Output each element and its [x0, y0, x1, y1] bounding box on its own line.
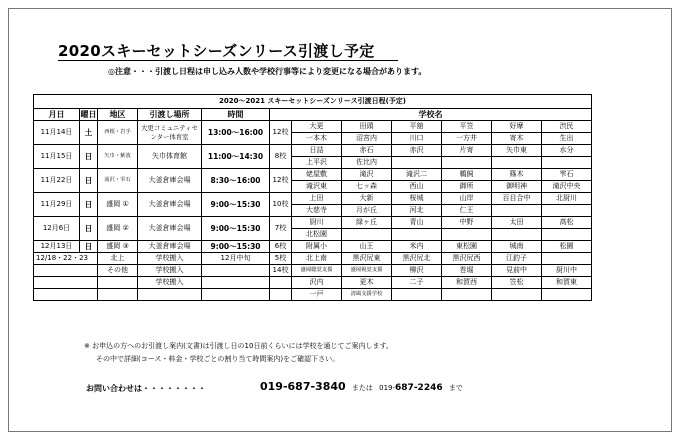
school-cell: [442, 229, 492, 241]
date-cell: [34, 289, 98, 301]
header-weekday: 曜日: [80, 110, 97, 119]
place-cell: 学校搬入: [138, 253, 202, 265]
place-cell: 大更コミュニティセンター体育室: [138, 121, 202, 145]
date-cell: [34, 277, 98, 289]
school-cell: 渋民: [542, 121, 592, 133]
time-cell: 12月中旬: [202, 253, 270, 265]
school-cell: 一本木: [292, 133, 342, 145]
table-row: [34, 253, 592, 265]
school-cell: 城南: [492, 241, 542, 253]
school-cell: 仁王: [442, 205, 492, 217]
school-cell: [392, 289, 442, 301]
weekday-cell: 日: [80, 193, 98, 217]
school-cell: [392, 229, 442, 241]
school-cell: 日詰: [292, 145, 342, 157]
header-place: 引渡し場所: [138, 109, 202, 121]
school-cell: [492, 289, 542, 301]
time-cell: 9:00～15:30: [202, 193, 270, 217]
table-row: [34, 145, 592, 157]
school-cell: 平舘: [392, 121, 442, 133]
school-cell: 赤石: [342, 145, 392, 157]
school-cell: 二子: [392, 277, 442, 289]
table-row: [34, 289, 592, 301]
page-title: 2020スキーセットシーズンリース引渡し予定: [58, 42, 375, 60]
school-cell: 桜城: [392, 193, 442, 205]
weekday-cell: 日: [80, 169, 98, 193]
school-cell: [542, 205, 592, 217]
school-cell: 盛岡視覚支援: [342, 265, 392, 277]
time-cell: 8:30～16:00: [202, 169, 270, 193]
count-cell: 8校: [270, 145, 292, 169]
area-cell: 北上: [98, 253, 138, 265]
schedule-notice: ◎注意・・・引渡し日程は申し込み人数や学校行事等により変更になる場合があります。: [108, 67, 427, 76]
schedule-table: [33, 94, 592, 301]
school-cell: 大慈寺: [292, 205, 342, 217]
school-cell: 西山: [392, 181, 442, 193]
contact-label: お問い合わせは・・・・・・・・: [86, 384, 206, 393]
school-cell: 江釣子: [492, 253, 542, 265]
title-underline: [58, 60, 398, 61]
area-cell: 滝沢・雫石: [98, 169, 138, 193]
count-cell: 12校: [270, 169, 292, 193]
school-cell: 北松園: [292, 229, 342, 241]
date-cell: [34, 265, 98, 277]
count-cell: 6校: [270, 241, 292, 253]
phone-2-prefix: 019-: [379, 384, 396, 392]
count-cell: [270, 277, 292, 289]
school-cell: 北厨川: [542, 193, 592, 205]
school-cell: 一方井: [442, 133, 492, 145]
school-cell: [492, 229, 542, 241]
school-cell: 黒沢尻東: [342, 253, 392, 265]
table-row: [34, 193, 592, 205]
school-cell: [492, 157, 542, 169]
school-cell: 大更: [292, 121, 342, 133]
school-cell: 赤沢: [392, 145, 442, 157]
school-cell: 水分: [542, 145, 592, 157]
weekday-cell: 日: [80, 145, 98, 169]
school-cell: [542, 229, 592, 241]
school-cell: 東松園: [442, 241, 492, 253]
count-cell: 12校: [270, 121, 292, 145]
table-row: [34, 265, 592, 277]
weekday-cell: 日: [80, 241, 98, 253]
school-cell: 清風支援学校: [342, 289, 392, 301]
school-cell: 高松: [542, 217, 592, 229]
school-cell: [442, 289, 492, 301]
area-cell: 盛岡 ①: [98, 193, 138, 217]
area-cell: [98, 277, 138, 289]
area-cell: 西根・岩手: [98, 121, 138, 145]
time-cell: [202, 277, 270, 289]
school-cell: 沢内: [292, 277, 342, 289]
header-area: 地区: [98, 109, 138, 121]
school-cell: 滝沢二: [392, 169, 442, 181]
table-row: [34, 217, 592, 229]
place-cell: 学校搬入: [138, 277, 202, 289]
time-cell: [202, 289, 270, 301]
school-cell: 青山: [392, 217, 442, 229]
place-cell: [138, 289, 202, 301]
school-cell: 片寄: [442, 145, 492, 157]
school-cell: 黒沢尻西: [442, 253, 492, 265]
area-cell: 盛岡 ②: [98, 217, 138, 241]
school-cell: 中野: [442, 217, 492, 229]
school-cell: 寄木: [492, 133, 542, 145]
area-cell: [98, 289, 138, 301]
table-row: [34, 169, 592, 181]
table-row: [34, 121, 592, 133]
area-cell: その他: [98, 265, 138, 277]
school-cell: 滝沢中央: [542, 181, 592, 193]
school-cell: 松園: [542, 241, 592, 253]
count-cell: 5校: [270, 253, 292, 265]
date-cell: 11月14日: [34, 121, 80, 145]
count-cell: 14校: [270, 265, 292, 277]
weekday-cell: 土: [80, 121, 98, 145]
school-cell: 盛岡聴覚支援: [292, 265, 342, 277]
school-cell: [392, 157, 442, 169]
header-schools: 学校名: [270, 109, 592, 121]
school-cell: 雫石: [542, 169, 592, 181]
time-cell: [202, 265, 270, 277]
count-cell: [270, 289, 292, 301]
footnote-details: その中で詳細(コース・料金・学校ごとの割り当て時間案内)をご確認下さい。: [96, 355, 340, 363]
school-cell: [542, 157, 592, 169]
place-cell: 大釜倉庫会場: [138, 193, 202, 217]
area-cell: 矢巾・紫波: [98, 145, 138, 169]
school-cell: 七ッ森: [342, 181, 392, 193]
count-cell: 7校: [270, 217, 292, 241]
school-cell: 見前中: [492, 265, 542, 277]
school-cell: 田頭: [342, 121, 392, 133]
school-cell: 月が丘: [342, 205, 392, 217]
school-cell: 御所: [442, 181, 492, 193]
header-time: 時間: [202, 109, 270, 121]
school-cell: 米内: [392, 241, 442, 253]
table-caption: 2020～2021 スキーセットシーズンリース引渡日程(予定): [34, 95, 592, 109]
place-cell: 矢巾体育館: [138, 145, 202, 169]
date-cell: 12月6日: [34, 217, 80, 241]
school-cell: 川口: [392, 133, 442, 145]
table-row: [34, 241, 592, 253]
school-cell: 上平沢: [292, 157, 342, 169]
school-cell: [492, 205, 542, 217]
school-cell: 生出: [542, 133, 592, 145]
time-cell: 9:00～15:30: [202, 217, 270, 241]
school-cell: [542, 253, 592, 265]
time-cell: 9:00～15:30: [202, 241, 270, 253]
school-cell: 柳沢: [392, 265, 442, 277]
school-cell: 附属小: [292, 241, 342, 253]
school-cell: 好摩: [492, 121, 542, 133]
place-cell: 大釜倉庫会場: [138, 241, 202, 253]
school-cell: [342, 229, 392, 241]
date-cell: 11月15日: [34, 145, 80, 169]
school-cell: 笠松: [492, 277, 542, 289]
date-cell: 11月29日: [34, 193, 80, 217]
school-cell: 更木: [342, 277, 392, 289]
header-date: 月日: [34, 109, 80, 121]
school-cell: 上田: [292, 193, 342, 205]
time-cell: 13:00～16:00: [202, 121, 270, 145]
place-cell: 大釜倉庫会場: [138, 169, 202, 193]
school-cell: 太田: [492, 217, 542, 229]
contact-or: または: [351, 384, 373, 392]
school-cell: 滝沢東: [292, 181, 342, 193]
contact-phones: [260, 380, 463, 393]
school-cell: 百目合中: [492, 193, 542, 205]
school-cell: 沼宮内: [342, 133, 392, 145]
school-cell: 滝沢: [342, 169, 392, 181]
area-cell: 盛岡 ③: [98, 241, 138, 253]
school-cell: 御明神: [492, 181, 542, 193]
school-cell: 一戸: [292, 289, 342, 301]
weekday-cell: 日: [80, 217, 98, 241]
school-cell: 和賀西: [442, 277, 492, 289]
time-cell: 11:00～14:30: [202, 145, 270, 169]
school-cell: 矢巾東: [492, 145, 542, 157]
date-cell: 12/18・22・23: [34, 253, 98, 265]
school-cell: 篠木: [492, 169, 542, 181]
school-cell: 山王: [342, 241, 392, 253]
count-cell: 10校: [270, 193, 292, 217]
school-cell: 佐比内: [342, 157, 392, 169]
school-cell: 鵜飼: [442, 169, 492, 181]
table-row: [34, 277, 592, 289]
school-cell: 厨川中: [542, 265, 592, 277]
school-cell: 巻堀: [442, 265, 492, 277]
school-cell: 北上南: [292, 253, 342, 265]
place-cell: 学校搬入: [138, 265, 202, 277]
phone-number-1: 019-687-3840: [260, 380, 346, 393]
school-cell: 山岸: [442, 193, 492, 205]
school-cell: 平笠: [442, 121, 492, 133]
school-cell: [442, 157, 492, 169]
school-cell: 厨川: [292, 217, 342, 229]
date-cell: 12月13日: [34, 241, 80, 253]
contact-suffix: まで: [448, 384, 463, 392]
school-cell: [542, 289, 592, 301]
school-cell: 黒沢尻北: [392, 253, 442, 265]
school-cell: 姥屋敷: [292, 169, 342, 181]
school-cell: 和賀東: [542, 277, 592, 289]
date-cell: 11月22日: [34, 169, 80, 193]
phone-number-2: 687-2246: [395, 383, 443, 393]
footnote-guidance: ※ お申込の方へのお引渡し案内(文書)は引渡し日の10日前くらいには学校を通じてご案内します。: [84, 342, 393, 350]
school-cell: 河北: [392, 205, 442, 217]
school-cell: 緑ヶ丘: [342, 217, 392, 229]
school-cell: 大新: [342, 193, 392, 205]
place-cell: 大釜倉庫会場: [138, 217, 202, 241]
